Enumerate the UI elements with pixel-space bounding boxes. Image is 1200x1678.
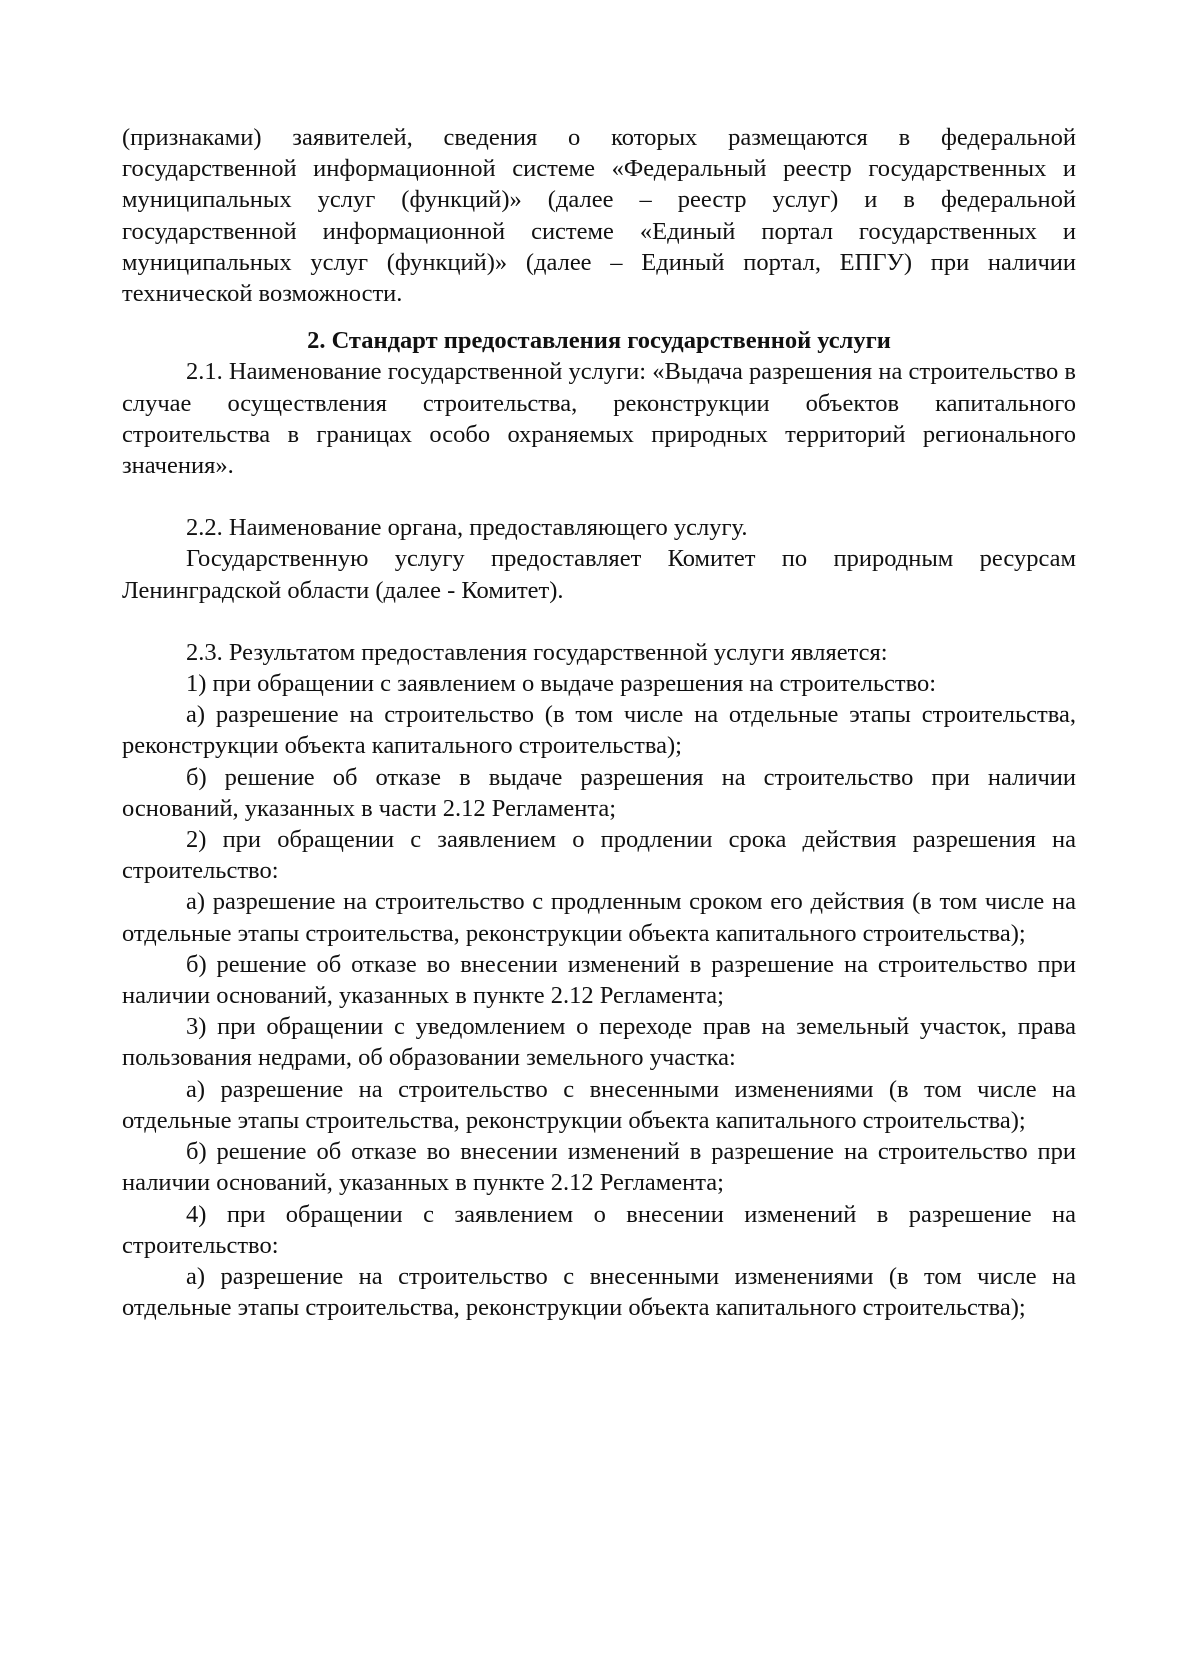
list-item: б) решение об отказе во внесении изменений в разрешение на строительство при наличии оснований, указанных в пункте 2.12 Регламента; xyxy=(122,1138,1076,1197)
list-item: а) разрешение на строительство с внесенными изменениями (в том числе на отдельные этапы строительства, реконструкции объекта капитального строительства); xyxy=(122,1075,1076,1134)
list-item: б) решение об отказе во внесении изменений в разрешение на строительство при наличии оснований, указанных в пункте 2.12 Регламента; xyxy=(122,950,1076,1010)
paragraph-2-1: 2.1. Наименование государственной услуги: «Выдача разрешения на строительство в случае осуществления строительства, реконструкции объектов капитального строительства в границах особо охраняемых природных территорий регионального значения». xyxy=(122,358,1076,480)
list-item: а) разрешение на строительство с внесенными изменениями (в том числе на отдельные этапы строительства, реконструкции объекта капитального строительства); xyxy=(122,1262,1076,1322)
list-item: б) решение об отказе в выдаче разрешения на строительство при наличии оснований, указанных в части 2.12 Регламента; xyxy=(122,763,1076,822)
spacer xyxy=(122,606,1076,637)
list-item: 3) при обращении с уведомлением о переходе прав на земельный участок, права пользования недрами, об образовании земельного участка: xyxy=(122,1013,1076,1072)
list-item: 4) при обращении с заявлением о внесении изменений в разрешение на строительство: xyxy=(122,1200,1076,1259)
paragraph-2-2-title: 2.2. Наименование органа, предоставляющего услугу. xyxy=(186,514,748,542)
spacer xyxy=(122,481,1076,512)
list-item: а) разрешение на строительство (в том числе на отдельные этапы строительства, реконструкции объекта капитального строительства); xyxy=(122,701,1076,760)
intro-paragraph: (признаками) заявителей, сведения о которых размещаются в федеральной государственной информационной системе «Федеральный реестр государственных и муниципальных услуг (функций)» (далее – реестр услуг) и в федеральной государственной информационной системе «Единый портал государственных и муниципальных услуг (функций)» (далее – Единый портал, ЕПГУ) при наличии технической возможности. xyxy=(122,124,1076,308)
list-item: 1) при обращении с заявлением о выдаче разрешения на строительство: xyxy=(186,670,937,698)
paragraph-2-3-title: 2.3. Результатом предоставления государственной услуги является: xyxy=(186,638,888,666)
section-title: 2. Стандарт предоставления государственной услуги xyxy=(307,327,891,355)
list-item: а) разрешение на строительство с продленным сроком его действия (в том числе на отдельные этапы строительства, реконструкции объекта капитального строительства); xyxy=(122,888,1076,947)
paragraph-2-2-text: Государственную услугу предоставляет Комитет по природным ресурсам Ленинградской области (далее - Комитет). xyxy=(122,545,1076,604)
list-item: 2) при обращении с заявлением о продлении срока действия разрешения на строительство: xyxy=(122,826,1076,885)
document-page xyxy=(122,122,1076,1323)
